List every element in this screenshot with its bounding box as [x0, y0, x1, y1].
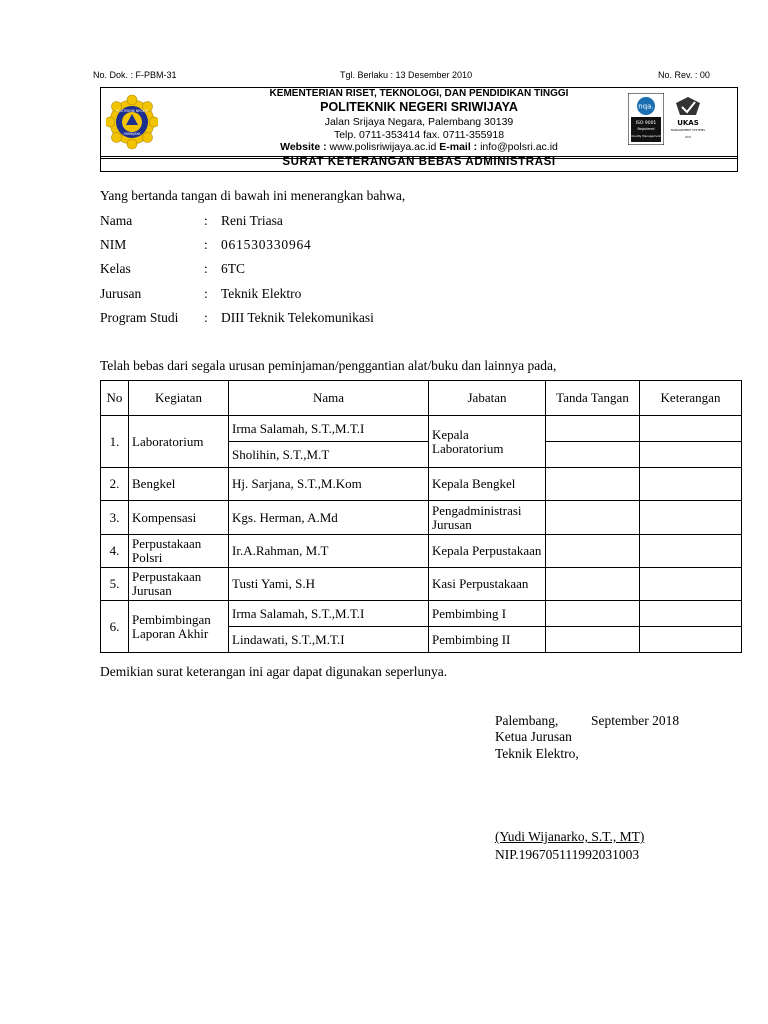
cell-signature[interactable] — [546, 468, 640, 501]
address: Jalan Srijaya Negara, Palembang 30139 — [324, 116, 514, 128]
field-sep: : — [204, 286, 208, 301]
cell-remarks[interactable] — [640, 535, 742, 568]
closing-text: Demikian surat keterangan ini agar dapat digunakan seperlunya. — [100, 664, 448, 679]
cell-jabatan: Kasi Perpustakaan — [429, 568, 546, 601]
cell-remarks[interactable] — [640, 601, 742, 627]
table-row — [101, 535, 742, 568]
cell-no: 1. — [101, 416, 129, 468]
header-kegiatan: Kegiatan — [129, 381, 229, 416]
email-link[interactable]: info@polsri.ac.id — [480, 141, 558, 153]
cell-signature[interactable] — [546, 627, 640, 653]
intro-text: Yang bertanda tangan di bawah ini menerangkan bahwa, — [100, 188, 406, 203]
valid-date: Tgl. Berlaku : 13 Desember 2010 — [340, 70, 473, 80]
email-label: E-mail : — [439, 141, 481, 153]
cell-kegiatan: Perpustakaan Jurusan — [129, 568, 229, 601]
cell-remarks[interactable] — [640, 442, 742, 468]
website-label: Website : — [280, 141, 330, 153]
table-row — [101, 601, 742, 627]
cell-no: 2. — [101, 468, 129, 501]
cell-remarks[interactable] — [640, 416, 742, 442]
svg-text:015: 015 — [685, 135, 691, 139]
cell-remarks[interactable] — [640, 568, 742, 601]
cell-nama: Ir.A.Rahman, M.T — [229, 535, 429, 568]
cell-signature[interactable] — [546, 601, 640, 627]
cell-remarks[interactable] — [640, 501, 742, 535]
svg-text:MANAGEMENT SYSTEMS: MANAGEMENT SYSTEMS — [670, 128, 706, 132]
cell-remarks[interactable] — [640, 627, 742, 653]
svg-text:POLITEKNIK NEGERI: POLITEKNIK NEGERI — [116, 109, 148, 113]
nqa-iso-badge — [628, 93, 664, 145]
ministry-name: KEMENTERIAN RISET, TEKNOLOGI, DAN PENDIDIKAN TINGGI — [269, 88, 569, 99]
field-sep: : — [204, 237, 208, 252]
cell-nama: Lindawati, S.T.,M.T.I — [229, 627, 429, 653]
header-tanda-tangan: Tanda Tangan — [546, 381, 640, 416]
cell-jabatan: Kepala Bengkel — [429, 468, 546, 501]
table-row — [101, 501, 742, 535]
table-header-row — [101, 381, 742, 416]
field-label-program-studi: Program Studi — [100, 310, 179, 325]
field-sep: : — [204, 310, 208, 325]
cell-no: 3. — [101, 501, 129, 535]
website-link[interactable]: www.polisriwijaya.ac.id — [329, 141, 437, 153]
revision-number: No. Rev. : 00 — [658, 70, 710, 80]
field-value-program-studi: DIII Teknik Telekomunikasi — [221, 310, 374, 325]
cell-kegiatan: Pembimbingan Laporan Akhir — [129, 601, 229, 653]
header-nama: Nama — [229, 381, 429, 416]
svg-text:ISO 9001: ISO 9001 — [635, 121, 657, 126]
signature-place: Palembang, — [495, 713, 559, 728]
cell-nama: Kgs. Herman, A.Md — [229, 501, 429, 535]
cell-nama: Tusti Yami, S.H — [229, 568, 429, 601]
field-value-nama: Reni Triasa — [221, 213, 283, 228]
field-value-jurusan: Teknik Elektro — [221, 286, 302, 301]
cell-nama: Hj. Sarjana, S.T.,M.Kom — [229, 468, 429, 501]
svg-text:nqa.: nqa. — [638, 102, 654, 111]
signature-date: September 2018 — [591, 713, 680, 728]
cell-nama: Irma Salamah, S.T.,M.T.I — [229, 601, 429, 627]
cell-no: 5. — [101, 568, 129, 601]
cell-no: 6. — [101, 601, 129, 653]
table-row — [101, 568, 742, 601]
doc-number: No. Dok. : F-PBM-31 — [93, 70, 177, 80]
cell-jabatan: Pengadministrasi Jurusan — [429, 501, 546, 535]
cell-jabatan: Kepala Perpustakaan — [429, 535, 546, 568]
cell-signature[interactable] — [546, 501, 640, 535]
signatory-name: (Yudi Wijanarko, S.T., MT) — [495, 829, 645, 844]
document-title: SURAT KETERANGAN BEBAS ADMINISTRASI — [282, 156, 556, 168]
cell-kegiatan: Bengkel — [129, 468, 229, 501]
cell-kegiatan: Kompensasi — [129, 501, 229, 535]
cell-signature[interactable] — [546, 535, 640, 568]
svg-text:Registered: Registered — [637, 127, 655, 131]
table-row — [101, 468, 742, 501]
phone: Telp. 0711-353414 fax. 0711-355918 — [333, 129, 505, 141]
cell-kegiatan: Perpustakaan Polsri — [129, 535, 229, 568]
cell-jabatan: Kepala Laboratorium — [429, 416, 546, 468]
table-row — [101, 416, 742, 442]
svg-text:SRIWIJAYA: SRIWIJAYA — [123, 132, 141, 136]
field-label-jurusan: Jurusan — [100, 286, 142, 301]
field-sep: : — [204, 213, 208, 228]
field-label-nim: NIM — [100, 237, 127, 252]
header-jabatan: Jabatan — [429, 381, 546, 416]
field-label-kelas: Kelas — [100, 261, 131, 276]
field-sep: : — [204, 261, 208, 276]
svg-text:UKAS: UKAS — [677, 119, 699, 127]
cell-jabatan: Pembimbing I — [429, 601, 546, 627]
field-label-nama: Nama — [100, 213, 133, 228]
cell-signature[interactable] — [546, 416, 640, 442]
header-no: No — [101, 381, 129, 416]
cell-no: 4. — [101, 535, 129, 568]
cell-signature[interactable] — [546, 442, 640, 468]
cell-remarks[interactable] — [640, 468, 742, 501]
cell-jabatan: Pembimbing II — [429, 627, 546, 653]
clearance-statement: Telah bebas dari segala urusan peminjaman/penggantian alat/buku dan lainnya pada, — [100, 358, 557, 373]
header-keterangan: Keterangan — [640, 381, 742, 416]
svg-text:Quality Management: Quality Management — [631, 134, 661, 138]
cell-signature[interactable] — [546, 568, 640, 601]
cell-nama: Irma Salamah, S.T.,M.T.I — [229, 416, 429, 442]
signature-role: Ketua Jurusan — [495, 729, 572, 744]
signature-department: Teknik Elektro, — [495, 746, 579, 761]
field-value-nim: 061530330964 — [221, 237, 312, 252]
institution-name: POLITEKNIK NEGERI SRIWIJAYA — [320, 100, 518, 114]
signatory-nip: NIP.196705111992031003 — [495, 847, 640, 862]
cell-nama: Sholihin, S.T.,M.T — [229, 442, 429, 468]
field-value-kelas: 6TC — [221, 261, 246, 276]
clearance-table — [100, 380, 742, 653]
cell-kegiatan: Laboratorium — [129, 416, 229, 468]
ukas-badge — [668, 93, 708, 145]
